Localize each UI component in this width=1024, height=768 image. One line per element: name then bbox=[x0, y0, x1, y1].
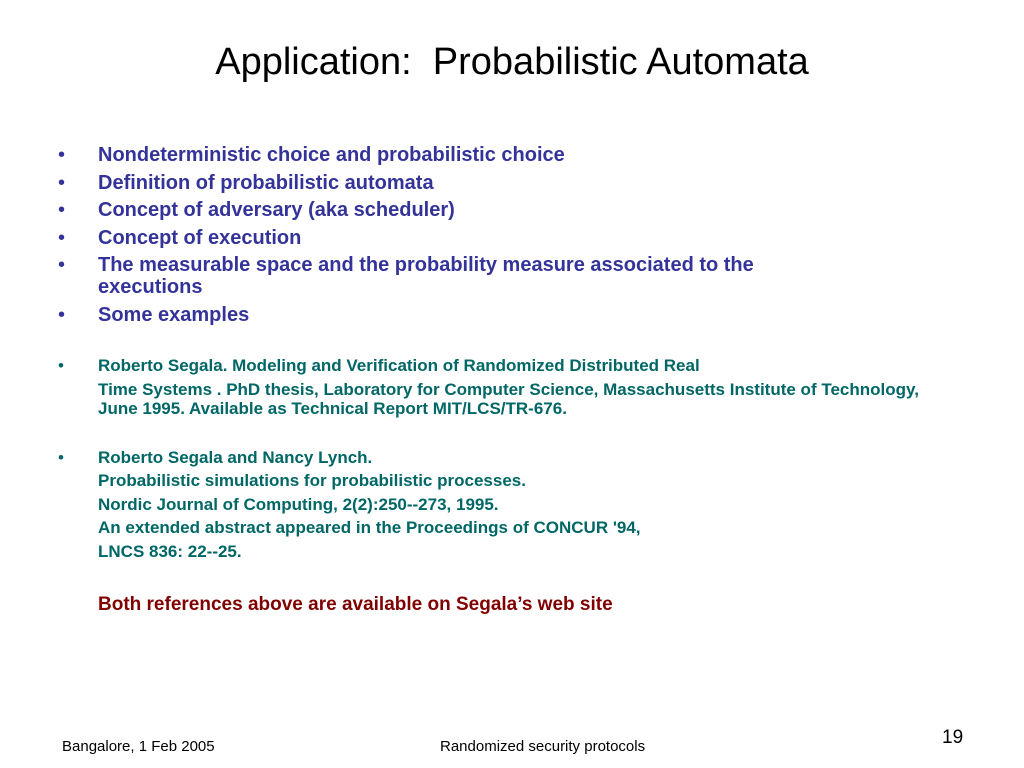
footer-location-date: Bangalore, 1 Feb 2005 bbox=[62, 738, 215, 755]
topic-text: Some examples bbox=[98, 303, 250, 326]
bullet-icon: • bbox=[58, 171, 66, 194]
availability-note: Both references above are available on Segala’s web site bbox=[98, 594, 613, 615]
page-number: 19 bbox=[942, 727, 964, 748]
reference-item bbox=[58, 356, 958, 418]
reference-list bbox=[58, 356, 958, 565]
reference-line: Roberto Segala. Modeling and Verification of Randomized Distributed Real bbox=[98, 356, 700, 375]
topic-text: Concept of execution bbox=[98, 226, 302, 249]
topic-item bbox=[58, 172, 958, 194]
bullet-icon: • bbox=[58, 199, 66, 221]
bullet-icon: • bbox=[58, 254, 66, 276]
topic-item bbox=[58, 254, 858, 298]
bullet-icon: • bbox=[58, 226, 66, 249]
footer-presentation-title: Randomized security protocols bbox=[440, 738, 646, 755]
reference-line: LNCS 836: 22--25. bbox=[98, 541, 242, 561]
reference-item bbox=[58, 448, 958, 561]
reference-line: Time Systems . PhD thesis, Laboratory for Computer Science, Massachusetts Institute of Technology, June 1995. Available as Technical Report MIT/LCS/TR-676. bbox=[98, 379, 919, 418]
topic-text: Definition of probabilistic automata bbox=[98, 171, 434, 194]
topic-text: Concept of adversary (aka scheduler) bbox=[98, 199, 455, 221]
topic-text: Nondeterministic choice and probabilistic choice bbox=[98, 144, 565, 166]
topic-list bbox=[58, 144, 958, 331]
reference-line: Roberto Segala and Nancy Lynch. bbox=[98, 447, 373, 467]
topic-item bbox=[58, 227, 958, 249]
topic-item bbox=[58, 144, 958, 166]
reference-line: An extended abstract appeared in the Proceedings of CONCUR '94, bbox=[98, 518, 641, 537]
reference-line: Probabilistic simulations for probabilistic processes. bbox=[98, 471, 526, 490]
topic-item bbox=[58, 304, 958, 326]
bullet-icon: • bbox=[58, 303, 66, 326]
topic-item bbox=[58, 199, 958, 221]
slide-title: Application: Probabilistic Automata bbox=[215, 41, 809, 83]
bullet-icon: • bbox=[58, 144, 66, 166]
topic-text: The measurable space and the probability measure associated to the executions bbox=[98, 254, 754, 298]
bullet-icon: • bbox=[58, 356, 64, 375]
bullet-icon: • bbox=[58, 447, 64, 467]
reference-line: Nordic Journal of Computing, 2(2):250--273, 1995. bbox=[98, 494, 499, 514]
